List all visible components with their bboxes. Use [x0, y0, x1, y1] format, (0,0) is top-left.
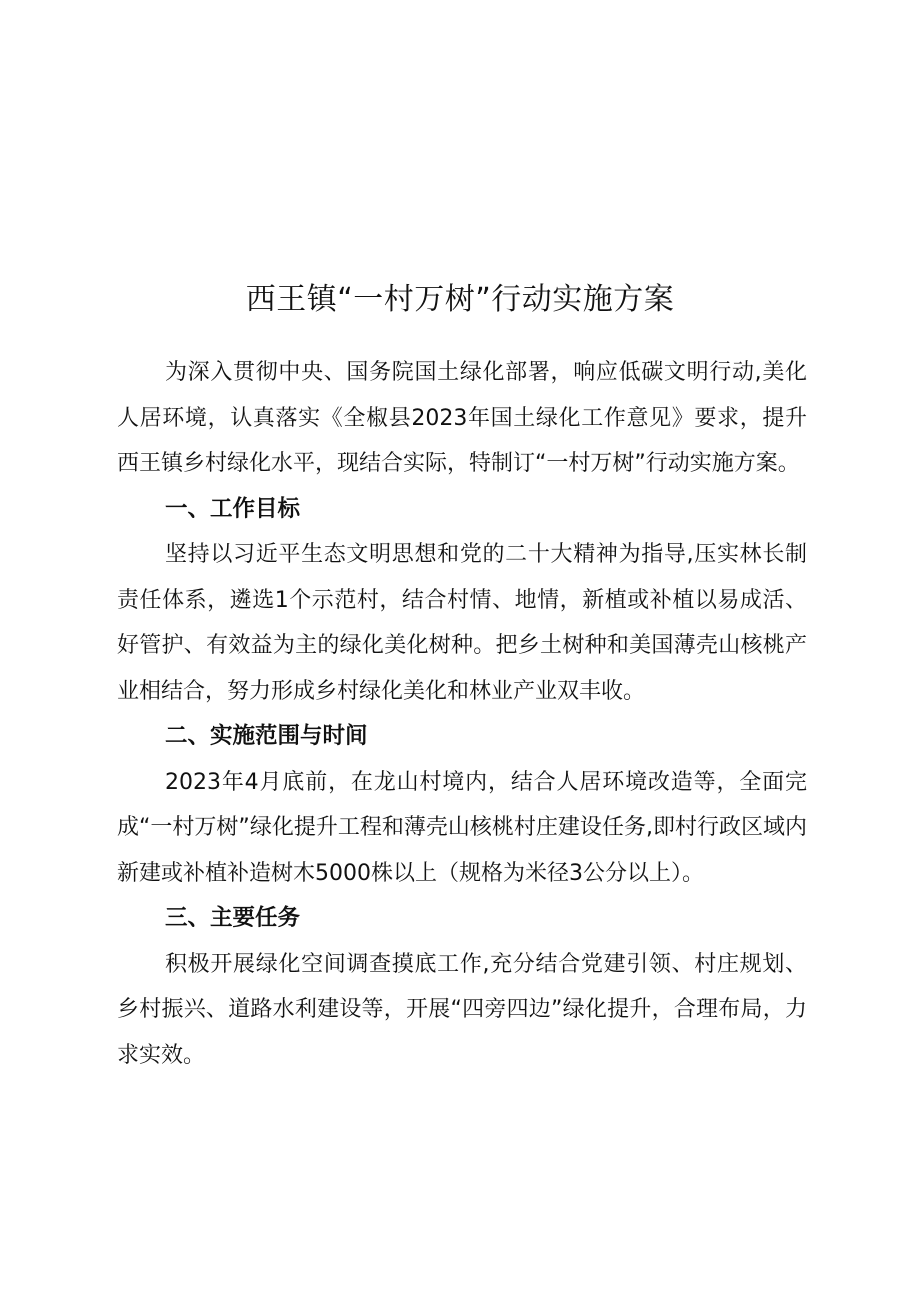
- section-heading-main-tasks: 三、主要任务: [165, 905, 301, 931]
- document-title: 西王镇“一村万树”行动实施方案: [245, 282, 675, 317]
- document-body: [117, 350, 807, 1078]
- section-heading-goals: 一、工作目标: [165, 495, 301, 522]
- section-body-main-tasks: 积极开展绿化空间调查摸底工作,充分结合党建引领、村庄规划、乡村振兴、道路水利建设等，开展“四旁四边”绿化提升，合理布局，力求实效。: [117, 951, 807, 1068]
- section-body-scope-time: 2023年4月底前，在龙山村境内，结合人居环境改造等，全面完成“一村万树”绿化提升工程和薄壳山核桃村庄建设任务,即村行政区域内新建或补植补造树木5000株以上（规格为米径3公分以上）。: [117, 769, 807, 886]
- section-heading-scope-time: 二、实施范围与时间: [165, 723, 368, 749]
- intro-paragraph: 为深入贯彻中央、国务院国土绿化部署，响应低碳文明行动,美化人居环境，认真落实《全椒县2023年国土绿化工作意见》要求，提升西王镇乡村绿化水平，现结合实际，特制订“一村万树”行动实施方案。: [117, 360, 807, 476]
- section-body-goals: 坚持以习近平生态文明思想和党的二十大精神为指导,压实林长制责任体系，遴选1个示范村，结合村情、地情，新植或补植以易成活、好管护、有效益为主的绿化美化树种。把乡土树种和美国薄壳山核桃产业相结合，努力形成乡村绿化美化和林业产业双丰收。: [117, 542, 807, 704]
